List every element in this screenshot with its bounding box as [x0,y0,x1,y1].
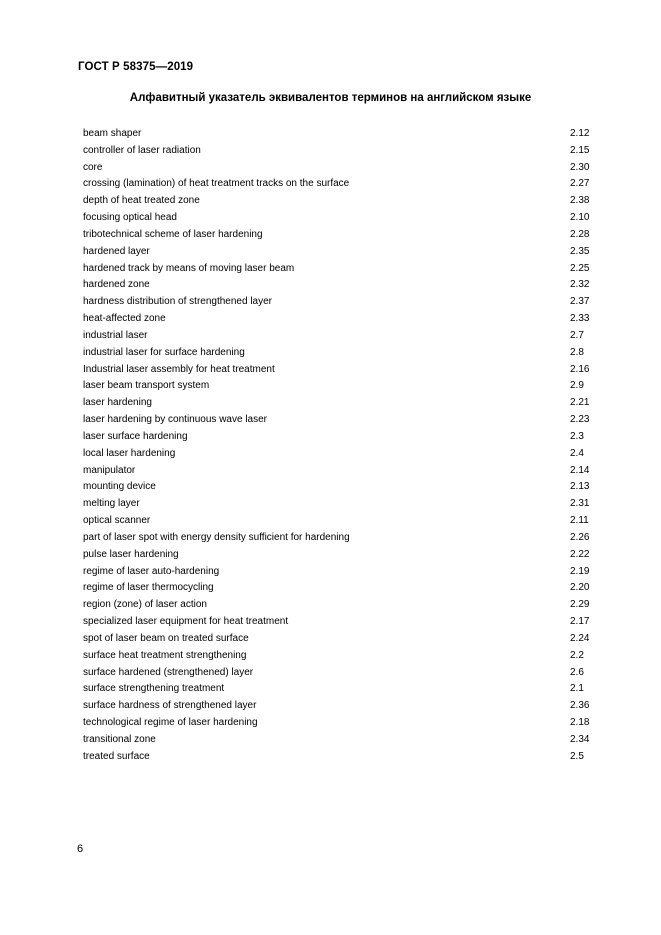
index-term: crossing (lamination) of heat treatment tracks on the surface [83,178,350,190]
index-entry-row [83,277,598,294]
index-entry-row [83,412,598,429]
index-term-reference: 2.13 [570,481,590,493]
index-entry-row [83,362,598,379]
page-number: 6 [77,843,84,855]
index-term: mounting device [83,481,156,493]
index-entry-row [83,631,598,648]
index-term-reference: 2.6 [570,666,584,678]
index-entry-row [83,395,598,412]
index-term-reference: 2.30 [570,161,590,173]
index-term: laser surface hardening [83,430,188,442]
index-term-reference: 2.7 [570,329,584,341]
index-term-reference: 2.3 [570,430,584,442]
index-term: core [83,161,103,173]
index-term-reference: 2.12 [570,128,590,139]
index-term-reference: 2.9 [570,380,584,392]
index-term: manipulator [83,464,136,476]
index-term: surface heat treatment strengthening [83,649,247,661]
index-term-reference: 2.11 [570,515,589,527]
index-term: hardened zone [83,279,150,291]
index-term: local laser hardening [83,447,176,459]
index-entry-row [83,294,598,311]
index-term: surface strengthening treatment [83,683,225,695]
index-entry-row [83,176,598,193]
index-entry-row [83,143,598,160]
index-term-reference: 2.28 [570,228,590,240]
index-term: regime of laser auto-hardening [83,565,220,577]
index-term: surface hardness of strengthened layer [83,700,257,712]
index-term: part of laser spot with energy density sufficient for hardening [83,531,350,543]
index-entry-row [83,126,598,143]
index-entry-row [83,749,598,766]
index-term-reference: 2.21 [570,397,590,409]
index-entry-row [83,732,598,749]
index-term-reference: 2.31 [570,498,590,510]
index-term: focusing optical head [83,212,177,224]
index-term-reference: 2.15 [570,144,590,156]
index-entry-row [83,446,598,463]
index-term: pulse laser hardening [83,548,179,560]
index-term: hardness distribution of strengthened layer [83,296,273,308]
index-entry-row [83,580,598,597]
index-term: hardened layer [83,245,150,257]
index-entry-row [83,715,598,732]
index-term: depth of heat treated zone [83,195,200,207]
index-entry-row [83,564,598,581]
index-term: optical scanner [83,515,151,527]
index-entry-row [83,648,598,665]
index-entry-row [83,311,598,328]
index-term-reference: 2.23 [570,414,590,426]
index-term: industrial laser [83,329,148,341]
index-entry-row [83,547,598,564]
index-term-reference: 2.37 [570,296,590,308]
index-term: tribotechnical scheme of laser hardening [83,228,263,240]
index-term-reference: 2.24 [570,632,590,644]
index-term: laser beam transport system [83,380,210,392]
index-term: regime of laser thermocycling [83,582,214,594]
index-term: hardened track by means of moving laser beam [83,262,295,274]
index-term-reference: 2.29 [570,599,590,611]
index-entry-row [83,496,598,513]
index-term-reference: 2.27 [570,178,590,190]
index-entry-row [83,244,598,261]
index-term: surface hardened (strengthened) layer [83,666,254,678]
index-term: spot of laser beam on treated surface [83,632,249,644]
index-term-reference: 2.20 [570,582,590,594]
index-entry-row [83,479,598,496]
index-term-reference: 2.4 [570,447,584,459]
section-title: Алфавитный указатель эквивалентов терминов на английском языке [129,92,532,104]
index-term: technological regime of laser hardening [83,716,258,728]
index-term-reference: 2.2 [570,649,584,661]
index-term-reference: 2.10 [570,212,590,224]
index-term-reference: 2.38 [570,195,590,207]
index-term: laser hardening by continuous wave laser [83,414,267,426]
index-entry-row [83,665,598,682]
index-term: beam shaper [83,128,142,139]
index-term-reference: 2.8 [570,346,584,358]
index-entry-row [83,614,598,631]
index-term-reference: 2.17 [570,616,590,628]
index-term-reference: 2.25 [570,262,590,274]
index-term-reference: 2.22 [570,548,590,560]
index-entry-row [83,345,598,362]
index-entry-row [83,227,598,244]
index-term-reference: 2.34 [570,733,590,745]
index-entry-row [83,681,598,698]
index-entry-row [83,513,598,530]
index-entry-row [83,328,598,345]
index-entry-row [83,530,598,547]
index-entry-row [83,378,598,395]
index-entry-row [83,210,598,227]
index-term: controller of laser radiation [83,144,201,156]
index-term-reference: 2.18 [570,716,590,728]
index-entry-row [83,193,598,210]
index-term-reference: 2.1 [570,683,584,695]
index-term: treated surface [83,750,150,762]
index-entry-row [83,429,598,446]
index-entry-row [83,463,598,480]
index-term-reference: 2.36 [570,700,590,712]
index-term: melting layer [83,498,140,510]
index-term-reference: 2.19 [570,565,590,577]
index-term: Industrial laser assembly for heat treatment [83,363,275,375]
index-term: specialized laser equipment for heat treatment [83,616,289,628]
index-term-reference: 2.14 [570,464,590,476]
index-entry-row [83,597,598,614]
index-term-reference: 2.5 [570,750,584,762]
document-header-code: ГОСТ Р 58375—2019 [78,61,194,73]
index-entry-row [83,261,598,278]
index-term-reference: 2.16 [570,363,590,375]
index-term: region (zone) of laser action [83,599,207,611]
index-term-reference: 2.33 [570,313,590,325]
index-term: transitional zone [83,733,156,745]
index-term-reference: 2.32 [570,279,590,291]
index-term-reference: 2.26 [570,531,590,543]
index-entry-row [83,698,598,715]
index-term: heat-affected zone [83,313,166,325]
index-term: laser hardening [83,397,152,409]
term-index-list [83,126,598,765]
index-term: industrial laser for surface hardening [83,346,245,358]
index-term-reference: 2.35 [570,245,590,257]
index-entry-row [83,160,598,177]
